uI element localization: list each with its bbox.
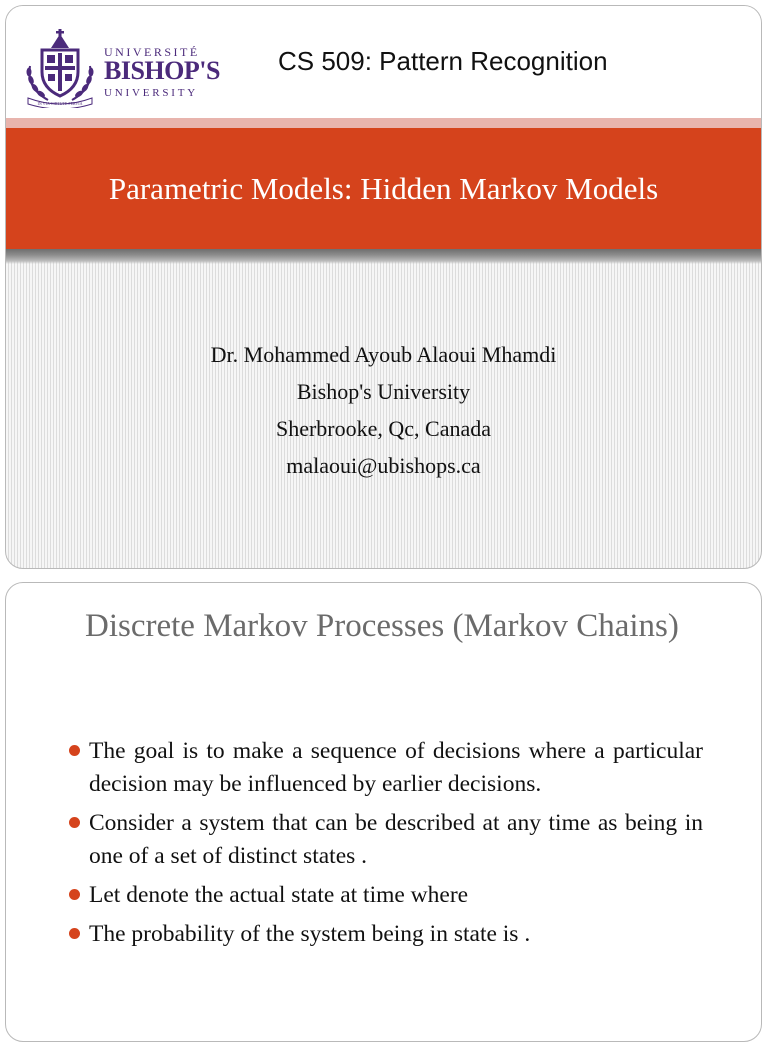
slide-heading: Discrete Markov Processes (Markov Chains) (85, 608, 679, 644)
accent-strip (6, 118, 761, 128)
university-logo (20, 26, 220, 108)
list-item (66, 879, 703, 912)
bullet-icon (69, 889, 80, 900)
author-email: malaoui@ubishops.ca (286, 453, 481, 478)
crest-icon (20, 26, 100, 108)
course-title: CS 509: Pattern Recognition (278, 46, 608, 76)
bullet-icon (69, 817, 80, 828)
title-slide (5, 5, 762, 569)
bullet-text: Consider a system that can be described at any time as being in one of a set of distinct states . (89, 810, 703, 869)
svg-text:IN VIA VIRTUTE PERVIA: IN VIA VIRTUTE PERVIA (37, 101, 83, 106)
author-location: Sherbrooke, Qc, Canada (275, 416, 492, 441)
bullet-list (66, 735, 703, 957)
shadow-strip (6, 249, 761, 264)
author-block (6, 336, 761, 484)
list-item (66, 807, 703, 873)
author-name: Dr. Mohammed Ayoub Alaoui Mhamdi (210, 342, 557, 367)
logo-line-universite: UNIVERSITÉ (104, 45, 200, 59)
bullet-icon (69, 745, 80, 756)
author-affiliation: Bishop's University (296, 379, 471, 404)
title-band (6, 128, 761, 249)
logo-line-bishops: BISHOP'S (104, 56, 220, 85)
slide-header (6, 6, 761, 119)
bullet-text: The goal is to make a sequence of decisions where a particular decision may be influenced by earlier decisions. (89, 738, 703, 797)
content-slide (5, 582, 762, 1042)
list-item (66, 918, 703, 951)
lecture-title: Parametric Models: Hidden Markov Models (108, 170, 659, 206)
bullet-text: Let denote the actual state at time where (89, 882, 469, 908)
list-item (66, 735, 703, 801)
bullet-icon (69, 928, 80, 939)
logo-line-university: UNIVERSITY (104, 87, 198, 99)
bullet-text: The probability of the system being in state is . (89, 921, 531, 947)
